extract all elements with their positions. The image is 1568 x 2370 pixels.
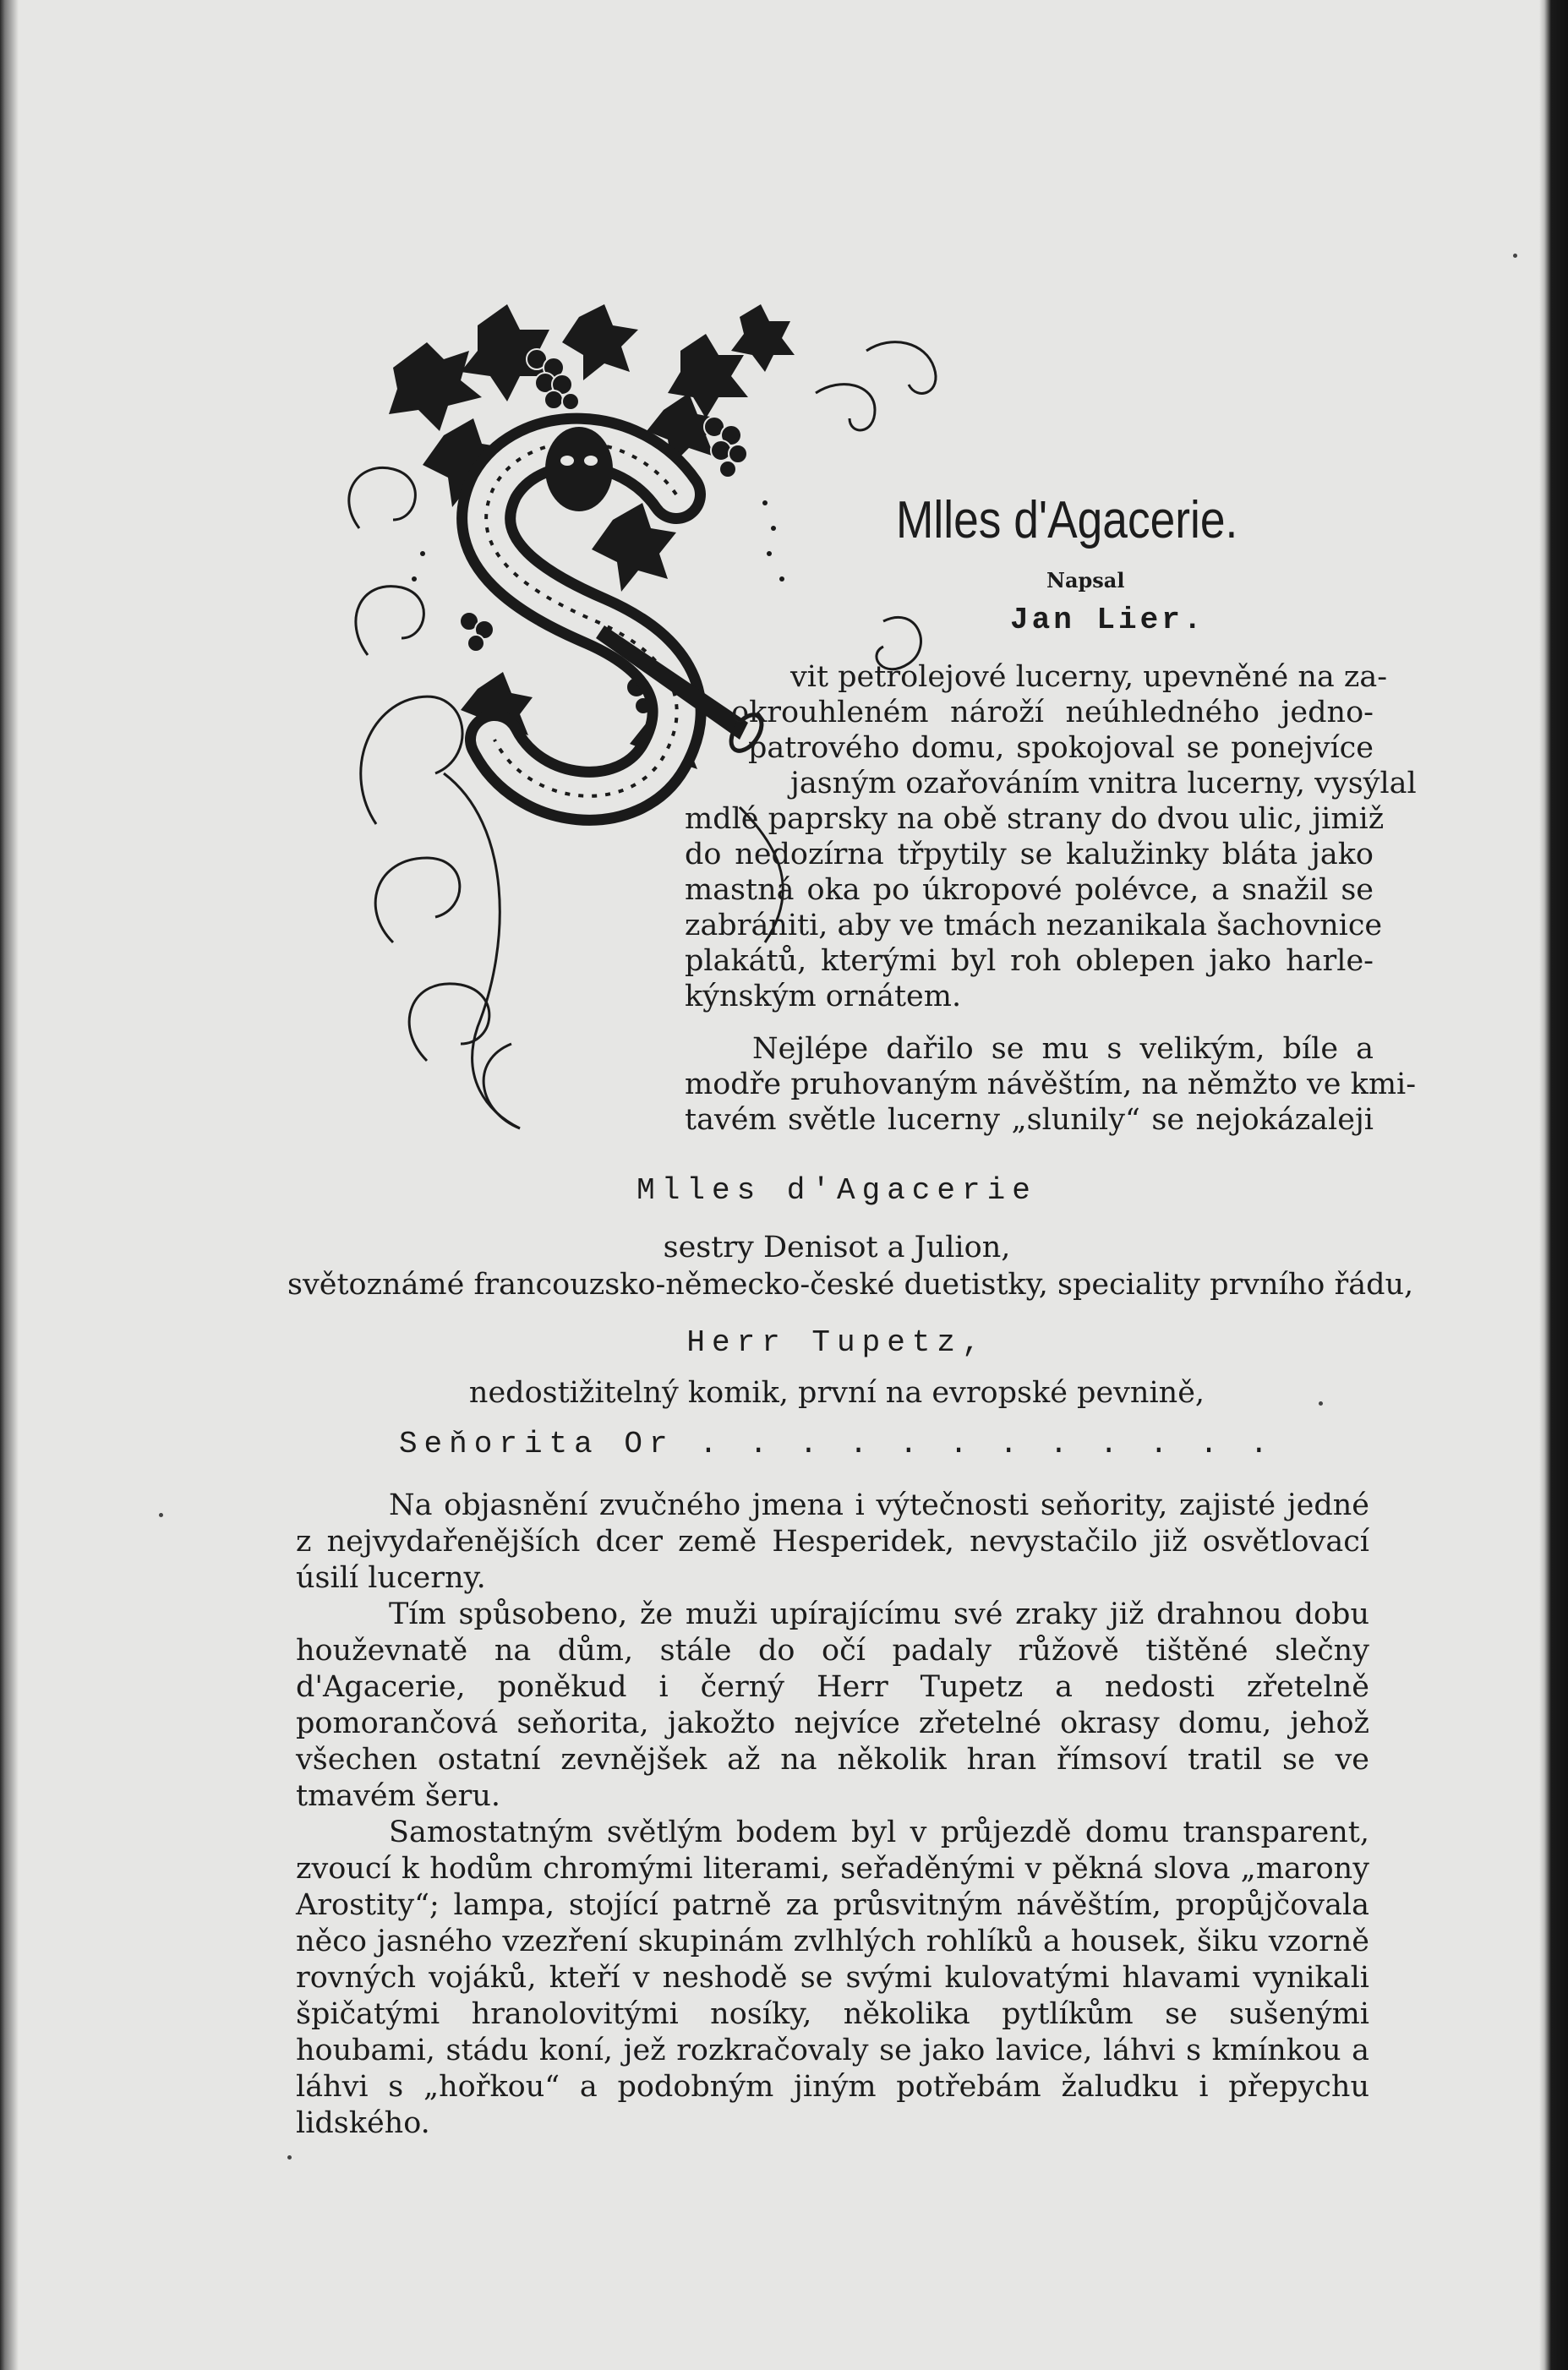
scan-speck (1319, 1401, 1323, 1406)
intro-line: kýnským ornátem. (685, 980, 962, 1013)
page-left-edge (0, 0, 19, 2370)
body-text (296, 1488, 1369, 2142)
paragraph: Tím spůsobeno, že muži upírajícímu své zraky již drahnou dobu houževnatě na dům, stále do očí padaly růžově tištěné slečny d'Agacerie, poněkud i černý Herr Tupetz a nedosti zřetelně pomorančová seňorita, jakožto nejvíce zřetelné okrasy domu, jehož všechen ostatní zevnějšek až na několik hran římsoví tratil se ve tmavém šeru. (296, 1597, 1369, 1813)
poster-act1-line1: sestry Denisot a Julion, (663, 1231, 1011, 1264)
paragraph: Na objasnění zvučného jmena i výtečnosti seňority, zajisté jedné z nejvydařenějších dcer země Hesperidek, nevystačilo již osvětlovací úsilí lucerny. (296, 1488, 1369, 1595)
intro-line: okrouhleném nároží neúhledného jedno- (731, 696, 1374, 729)
scan-speck (1513, 254, 1517, 258)
page-title: Mlles d'Agacerie. (896, 491, 1238, 549)
intro-line: jasným ozařováním vnitra lucerny, vysýlal (790, 767, 1417, 800)
para2-line: Nejlépe dařilo se mu s velikým, bíle a (752, 1032, 1374, 1066)
poster-act3-name: Seňorita Or . . . . . . . . . . . . (398, 1427, 1276, 1461)
poster-act1-line2: světoznámé francouzsko-německo-české duetistky, speciality prvního řádu, (287, 1268, 1414, 1302)
scan-speck (159, 1513, 163, 1517)
author-name: Jan Lier. (1010, 603, 1205, 637)
scan-speck (287, 2155, 292, 2160)
poster-act1-name: Mlles d'Agacerie (636, 1173, 1037, 1208)
byline-label: Napsal (1046, 568, 1125, 592)
intro-line: zabrániti, aby ve tmách nezanikala šachovnice (685, 909, 1383, 942)
poster-act2-name: Herr Tupetz, (686, 1325, 987, 1360)
poster-act2-line1: nedostižitelný komik, první na evropské pevnině, (468, 1376, 1205, 1410)
intro-line: plakátů, kterými byl roh oblepen jako harle- (685, 944, 1374, 978)
intro-line: patrového domu, spokojoval se ponejvíce (748, 731, 1374, 765)
paragraph: Samostatným světlým bodem byl v průjezdě domu transparent, zvoucí k hodům chromými literami, seřaděnými v pěkná slova „marony Arostity“; lampa, stojící patrně za průsvitným návěštím, propůjčovala něco jasného vzezření skupinám zvlhlých rohlíků a housek, šiku vzorně rovných vojáků, kteří v neshodě se svými kulovatými hlavami vynikali špičatými hranolovitými nosíky, několika pytlíkům se sušenými houbami, stádu koní, jež rozkračovaly se jako lavice, láhvi s kmínkou a láhvi s „hořkou“ a podobným jiným potřebám žaludku i přepychu lidského. (296, 1816, 1369, 2140)
para2-line: modře pruhovaným návěštím, na němžto ve kmi- (685, 1068, 1417, 1101)
intro-line: do nedozírna třpytily se kalužinky bláta jako (685, 838, 1374, 871)
intro-line: mdlé paprsky na obě strany do dvou ulic, jimiž (685, 802, 1385, 836)
intro-line: vit petrolejové lucerny, upevněné na za- (790, 660, 1388, 694)
intro-line: mastná oka po úkropové polévce, a snažil se (685, 873, 1374, 907)
page-right-edge (1539, 0, 1568, 2370)
para2-line: tavém světle lucerny „slunily“ se nejokázaleji (685, 1103, 1374, 1137)
